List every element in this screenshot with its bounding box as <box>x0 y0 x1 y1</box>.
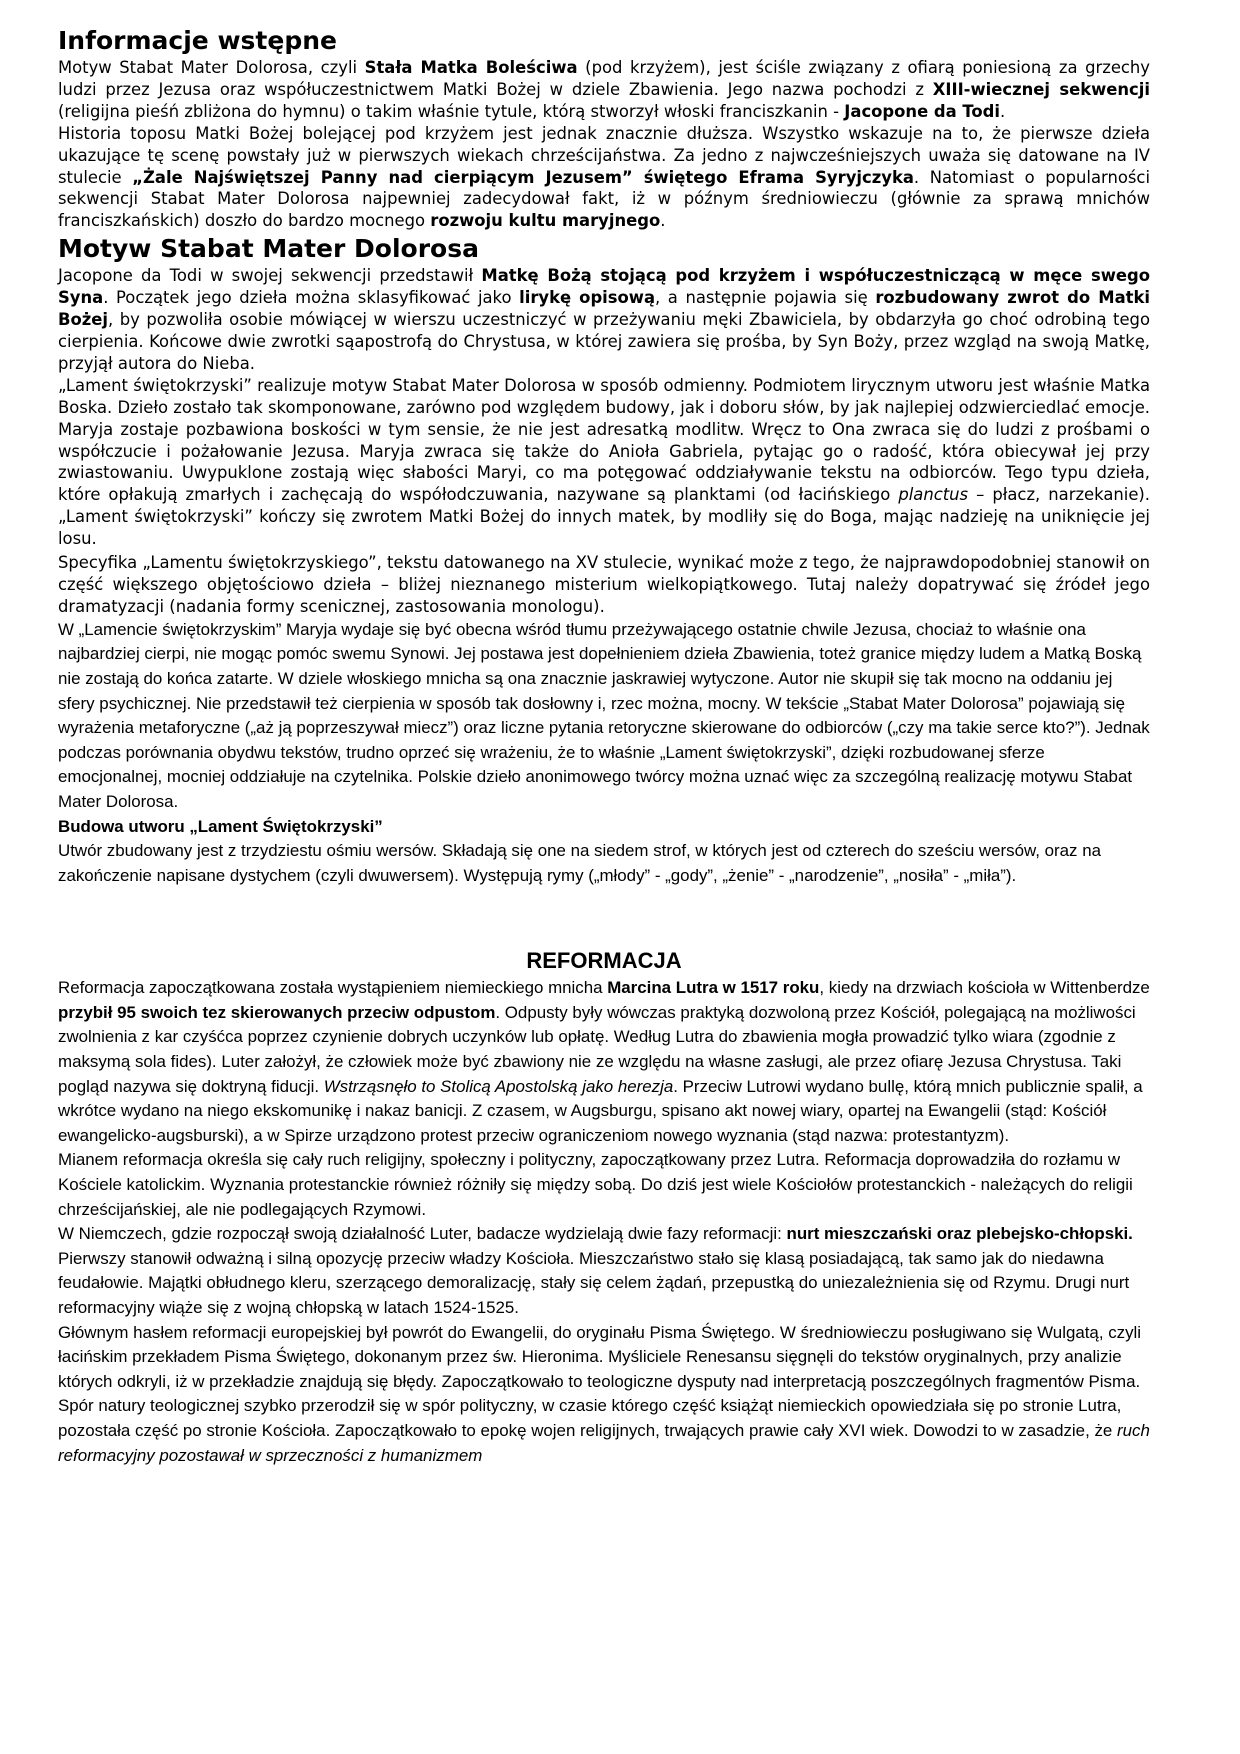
paragraph: Utwór zbudowany jest z trzydziestu ośmiu wersów. Składają się one na siedem strof, w których jest od czterech do sześciu wersów, oraz na zakończenie napisane dystychem (czyli dwuwersem). Występują rymy („młody” - „gody”, „żenie” - „narodzenie”, „nosiła” - „miła”). <box>58 841 1101 885</box>
paragraph: Jacopone da Todi w swojej sekwencji przedstawił Matkę Bożą stojącą pod krzyżem i współuczestniczącą w męce swego Syna. Początek jego dzieła można sklasyfikować jako lirykę opisową, a następnie pojawia się rozbudowany zwrot do Matki Bożej, by pozwoliła osobie mówiącej w wierszu uczestniczyć w przeżywaniu męki Zbawiciela, by obdarzyła go choć odrobiną tego cierpienia. Końcowe dwie zwrotki sąapostrofą do Chrystusa, w której zawiera się prośba, by Syn Boży, przez wzgląd na swoją Matkę, przyjął autora do Nieba. <box>58 266 1150 373</box>
spacer <box>58 888 1150 946</box>
heading-budowa: Budowa utworu „Lament Świętokrzyski” <box>58 816 383 836</box>
paragraph: Głównym hasłem reformacji europejskiej był powrót do Ewangelii, do oryginału Pisma Świętego. W średniowieczu posługiwano się Wulgatą, czyli łacińskim przekładem Pisma Świętego, dokonanym przez św. Hieronima. Myśliciele Renesansu sięgnęli do tekstów oryginalnych, przy analizie których odkryli, iż w przekładzie znajdują się błędy. Zapoczątkowało to teologiczne dysputy nad interpretacją poszczególnych fragmentów Pisma. Spór natury teologicznej szybko przerodził się w spór polityczny, w czasie którego część książąt niemieckich opowiedziała się po stronie Lutra, pozostała część po stronie Kościoła. Zapoczątkowało to epokę wojen religijnych, trwających prawie cały XVI wiek. Dowodzi to w zasadzie, że ruch reformacyjny pozostawał w sprzeczności z humanizmem <box>58 1322 1150 1465</box>
heading-reformacja: REFORMACJA <box>526 948 682 974</box>
document-page <box>58 26 1150 1468</box>
paragraph: Mianem reformacja określa się cały ruch religijny, społeczny i polityczny, zapoczątkowany przez Lutra. Reformacja doprowadziła do rozłamu w Kościele katolickim. Wyznania protestanckie również różniły się między sobą. Do dziś jest wiele Kościołów protestanckich - należących do religii chrześcijańskiej, ale nie podlegających Rzymowi. <box>58 1150 1133 1219</box>
paragraph: „Lament świętokrzyski” realizuje motyw Stabat Mater Dolorosa w sposób odmienny. Podmiotem lirycznym utworu jest właśnie Matka Boska. Dzieło zostało tak skomponowane, zarówno pod względem budowy, jak i doboru słów, by jak najlepiej odzwierciedlać emocje. Maryja zostaje pozbawiona boskości w tym sensie, że nie jest adresatką modlitw. Wręcz to Ona zwraca się do ludzi z prośbami o współczucie i pożałowanie Jezusa. Maryja zwraca się także do Anioła Gabriela, pytając go o radość, która obiecywał jej przy zwiastowaniu. Uwypuklone zostają więc słabości Maryi, co ma potęgować oddziaływanie tekstu na odbiorców. Tego typu dzieła, które opłakują zmarłych i zachęcają do współodczuwania, nazywane są planktami (od łacińskiego planctus – płacz, narzekanie). „Lament świętokrzyski” kończy się zwrotem Matki Bożej do innych matek, by modliły się do Boga, mając nadzieję na uniknięcie jej losu. <box>58 375 1151 549</box>
paragraph: Historia toposu Matki Bożej bolejącej pod krzyżem jest jednak znacznie dłuższa. Wszystko wskazuje na to, że pierwsze dzieła ukazujące tę scenę powstały już w pierwszych wiekach chrześcijaństwa. Za jedno z najwcześniejszych uważa się datowane na IV stulecie „Żale Najświętszej Panny nad cierpiącym Jezusem” świętego Eframa Syryjczyka. Natomiast o popularności sekwencji Stabat Mater Dolorosa najpewniej zadecydował fakt, iż w późnym średniowieczu (głównie za sprawą mnichów franciszkańskich) doszło do bardzo mocnego rozwoju kultu maryjnego. <box>58 123 1150 231</box>
section-intro <box>58 26 1150 618</box>
heading-motyw: Motyw Stabat Mater Dolorosa <box>58 234 479 264</box>
paragraph: Motyw Stabat Mater Dolorosa, czyli Stała Matka Boleściwa (pod krzyżem), jest ściśle związany z ofiarą poniesioną za grzechy ludzi przez Jezusa oraz współuczestnictwem Matki Bożej w dziele Zbawienia. Jego nazwa pochodzi z XIII-wiecznej sekwencji (religijna pieśń zbliżona do hymnu) o takim właśnie tytule, którą stworzył włoski franciszkanin - Jacopone da Todi. <box>58 58 1150 121</box>
paragraph: W „Lamencie świętokrzyskim” Maryja wydaje się być obecna wśród tłumu przeżywającego ostatnie chwile Jezusa, chociaż to właśnie ona najbardziej cierpi, nie mogąc pomóc swemu Synowi. Jej postawa jest dopełnieniem dzieła Zbawienia, toteż granice między ludem a Matką Boską nie zostają do końca zatarte. W dziele włoskiego mnicha są ona znacznie jaskrawiej wytyczone. Autor nie skupił się tak mocno na oddaniu jej sfery psychicznej. Nie przedstawił też cierpienia w sposób tak dosłowny i, rzec można, mocny. W tekście „Stabat Mater Dolorosa” pojawiają się wyrażenia metaforyczne („aż ją poprzeszywał miecz”) oraz liczne pytania retoryczne skierowane do odbiorców („czy ma takie serce kto?”). Jednak podczas porównania obydwu tekstów, trudno oprzeć się wrażeniu, że to właśnie „Lament świętokrzyski”, dzięki rozbudowanej sferze emocjonalnej, mocniej oddziałuje na czytelnika. Polskie dzieło anonimowego twórcy można uznać więc za szczególną realizację motywu Stabat Mater Dolorosa. <box>58 619 1150 811</box>
section-lament <box>58 618 1150 889</box>
paragraph: Reformacja zapoczątkowana została wystąpieniem niemieckiego mnicha Marcina Lutra w 1517 roku, kiedy na drzwiach kościoła w Wittenberdze przybił 95 swoich tez skierowanych przeciw odpustom. Odpusty były wówczas praktyką dozwoloną przez Kościół, polegającą na możliwości zwolnienia z kar czyśćca poprzez czynienie dobrych uczynków lub opłatę. Według Lutra do zbawienia mogła prowadzić tylko wiara (zgodnie z maksymą sola fides). Luter założył, że człowiek może być zbawiony nie ze względu na własne zasługi, ale przez ofiarę Jezusa Chrystusa. Taki pogląd nazywa się doktryną fiducji. Wstrząsnęło to Stolicą Apostolską jako herezja. Przeciw Lutrowi wydano bullę, którą mnich publicznie spalił, a wkrótce wydano na niego ekskomunikę i nakaz banicji. Z czasem, w Augsburgu, spisano akt nowej wiary, opartej na Ewangelii (stąd: Kościół ewangelicko-augsburski), a w Spirze urządzono protest przeciw ograniczeniom nowego wyznania (stąd nazwa: protestantyzm). <box>58 978 1150 1145</box>
heading-informacje: Informacje wstępne <box>58 26 337 55</box>
paragraph: Specyfika „Lamentu świętokrzyskiego”, tekstu datowanego na XV stulecie, wynikać może z tego, że najprawdopodobniej stanowił on część większego objętościowo dzieła – bliżej nieznanego misterium wielkopiątkowego. Tutaj należy dopatrywać się źródeł jego dramatyzacji (nadania formy scenicznej, zastosowania monologu). <box>58 553 1150 616</box>
paragraph: W Niemczech, gdzie rozpoczął swoją działalność Luter, badacze wydzielają dwie fazy reformacji: nurt mieszczański oraz plebejsko-chłopski. Pierwszy stanowił odważną i silną opozycję przeciw władzy Kościoła. Mieszczaństwo stało się klasą posiadającą, tak samo jak do niedawna feudałowie. Majątki obłudnego kleru, szerzącego demoralizację, stały się celem żądań, przepustką do uniezależnienia się od Rzymu. Drugi nurt reformacyjny wiąże się z wojną chłopską w latach 1524-1525. <box>58 1224 1133 1317</box>
section-reformacja <box>58 946 1150 1468</box>
